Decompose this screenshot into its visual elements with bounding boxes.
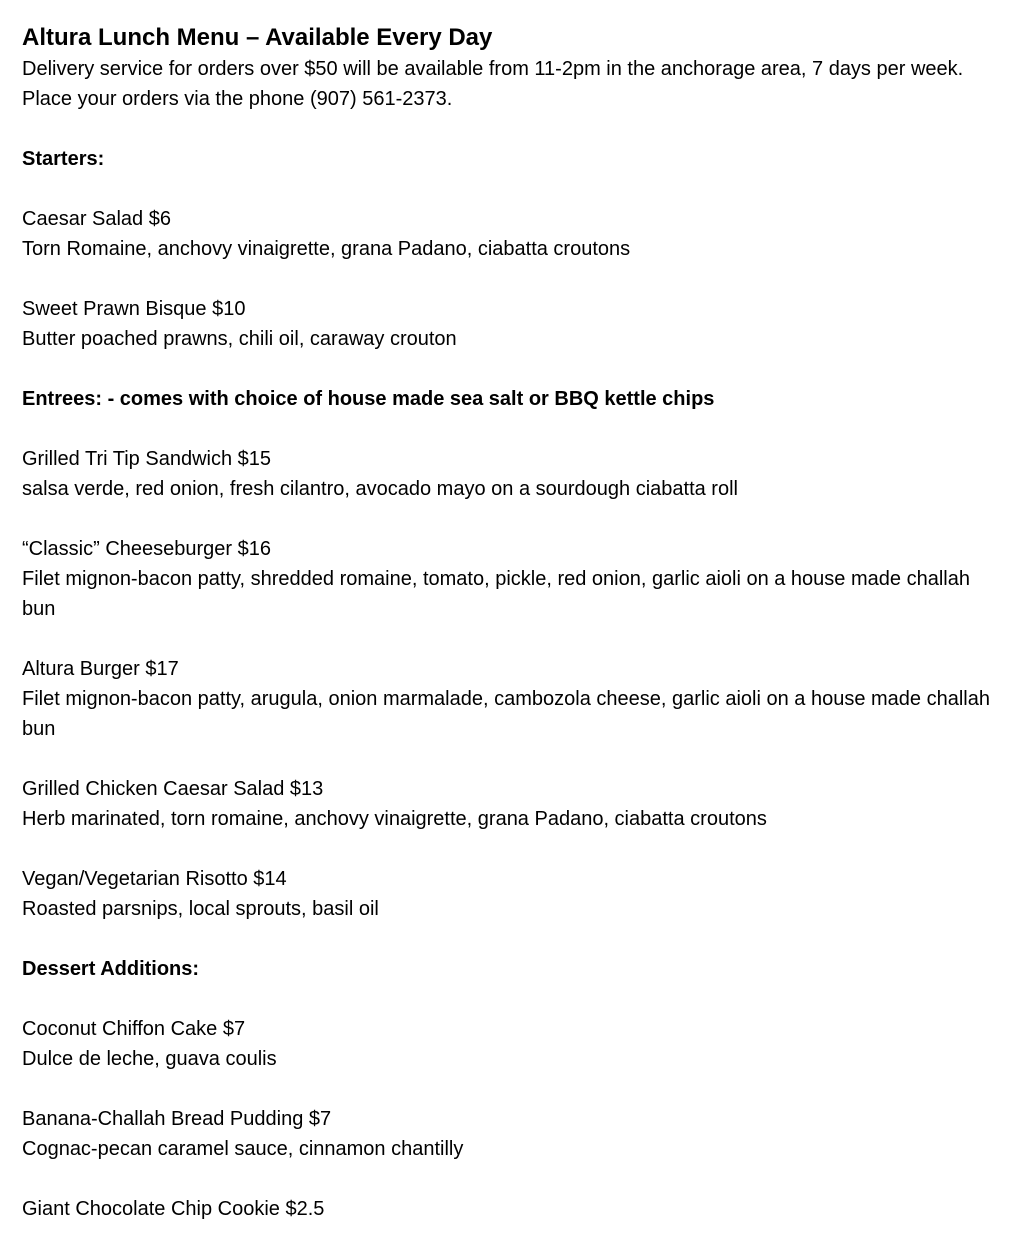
item-description: Herb marinated, torn romaine, anchovy vinaigrette, grana Padano, ciabatta croutons xyxy=(22,808,767,830)
item-name: Vegan/Vegetarian Risotto $14 xyxy=(22,868,287,890)
item-name: Altura Burger $17 xyxy=(22,658,179,680)
item-name: Sweet Prawn Bisque $10 xyxy=(22,298,246,320)
item-name: Grilled Tri Tip Sandwich $15 xyxy=(22,448,272,470)
item-name: Coconut Chiffon Cake $7 xyxy=(22,1018,246,1040)
item-name: Grilled Chicken Caesar Salad $13 xyxy=(22,778,324,800)
section-starters xyxy=(22,144,1032,354)
menu-item xyxy=(22,1194,1032,1224)
section-entrees xyxy=(22,384,1032,924)
section-desserts xyxy=(22,954,1032,1224)
item-description: Roasted parsnips, local sprouts, basil oil xyxy=(22,898,379,920)
item-name: Giant Chocolate Chip Cookie $2.5 xyxy=(22,1198,325,1220)
item-name: Caesar Salad $6 xyxy=(22,208,171,230)
item-description: Dulce de leche, guava coulis xyxy=(22,1048,277,1070)
menu-title: Altura Lunch Menu – Available Every Day xyxy=(22,24,493,51)
item-name: Banana-Challah Bread Pudding $7 xyxy=(22,1108,332,1130)
delivery-intro: Delivery service for orders over $50 will be available from 11-2pm in the anchorage area, 7 days per week. Place your orders via the phone (907) 561-2373. xyxy=(22,58,964,110)
item-description: Cognac-pecan caramel sauce, cinnamon chantilly xyxy=(22,1138,464,1160)
menu-item xyxy=(22,1014,1032,1074)
menu-item xyxy=(22,774,1032,834)
menu-item xyxy=(22,864,1032,924)
item-description: Filet mignon-bacon patty, shredded romaine, tomato, pickle, red onion, garlic aioli on a house made challah bun xyxy=(22,568,970,620)
menu-item xyxy=(22,294,1032,354)
menu-item xyxy=(22,534,1032,624)
item-description: Filet mignon-bacon patty, arugula, onion marmalade, cambozola cheese, garlic aioli on a house made challah bun xyxy=(22,688,990,740)
section-heading: Starters: xyxy=(22,148,105,170)
item-description: Torn Romaine, anchovy vinaigrette, grana Padano, ciabatta croutons xyxy=(22,238,631,260)
item-name: “Classic” Cheeseburger $16 xyxy=(22,538,272,560)
menu-item xyxy=(22,1104,1032,1164)
item-description: Butter poached prawns, chili oil, caraway crouton xyxy=(22,328,457,350)
menu-item xyxy=(22,204,1032,264)
item-description: salsa verde, red onion, fresh cilantro, avocado mayo on a sourdough ciabatta roll xyxy=(22,478,738,500)
menu-item xyxy=(22,654,1032,744)
section-heading: Entrees: - comes with choice of house made sea salt or BBQ kettle chips xyxy=(22,388,715,410)
section-heading: Dessert Additions: xyxy=(22,958,200,980)
menu-item xyxy=(22,444,1032,504)
